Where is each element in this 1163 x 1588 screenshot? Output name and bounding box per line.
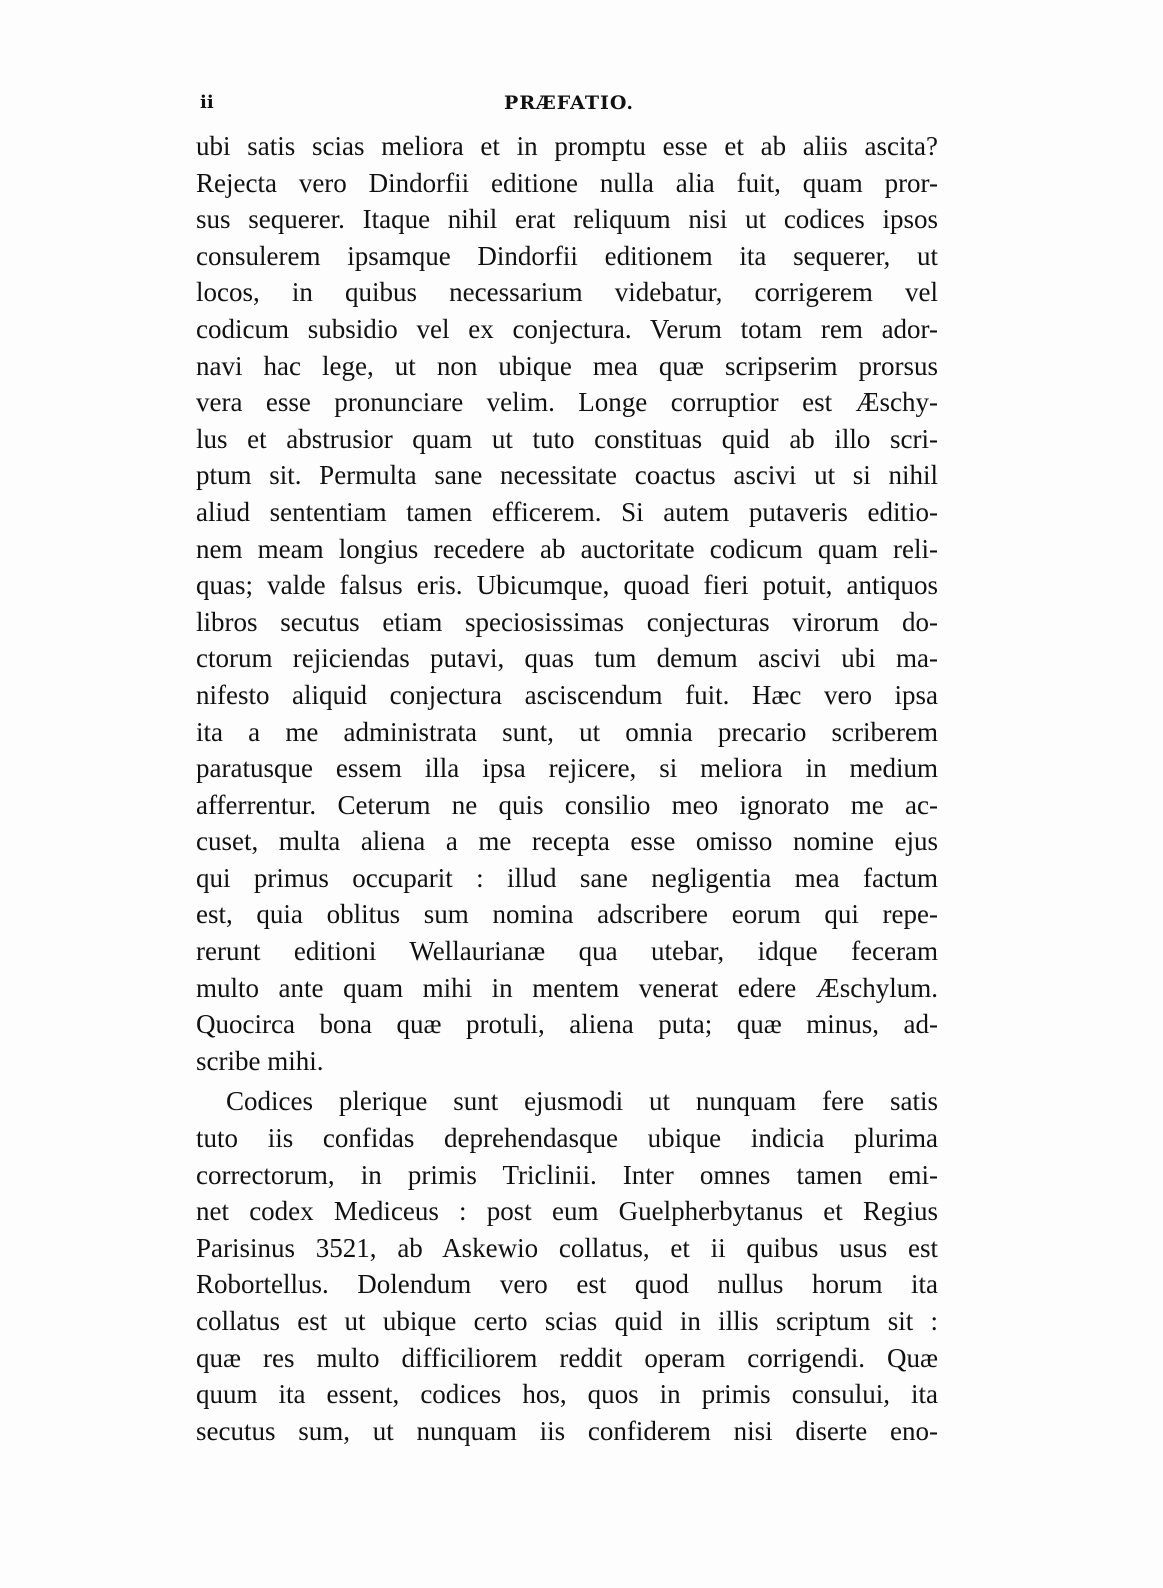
text-line: libros secutus etiam speciosissimas conjecturas virorum do- — [196, 606, 938, 637]
text-line: collatus est ut ubique certo scias quid in illis scriptum sit : — [196, 1306, 938, 1336]
text-line: quæ res multo difficiliorem reddit operam corrigendi. Quæ — [196, 1342, 938, 1373]
text-line: consulerem ipsamque Dindorfii editionem ita sequerer, ut — [196, 240, 938, 271]
text-line: Quocirca bona quæ protuli, aliena puta; quæ minus, ad- — [196, 1009, 938, 1040]
text-line: afferrentur. Ceterum ne quis consilio meo ignorato me ac- — [196, 789, 938, 820]
paragraph-2 — [196, 1083, 938, 1449]
text-line: nifesto aliquid conjectura asciscendum fuit. Hæc vero ipsa — [196, 679, 938, 710]
text-line: codicum subsidio vel ex conjectura. Verum totam rem ador- — [196, 313, 938, 344]
text-line: cuset, multa aliena a me recepta esse omisso nomine ejus — [196, 826, 938, 857]
text-line: secutus sum, ut nunquam iis confiderem nisi diserte eno- — [196, 1415, 938, 1446]
page-number: ii — [200, 92, 214, 113]
text-line: navi hac lege, ut non ubique mea quæ scripserim prorsus — [196, 350, 938, 381]
text-line: sus sequerer. Itaque nihil erat reliquum nisi ut codices ipsos — [196, 204, 938, 235]
text-line: lus et abstrusior quam ut tuto constituas quid ab illo scri- — [196, 423, 938, 454]
text-line: rerunt editioni Wellaurianæ qua utebar, idque feceram — [196, 936, 938, 967]
text-line: correctorum, in primis Triclinii. Inter omnes tamen emi- — [196, 1159, 938, 1190]
text-line: locos, in quibus necessarium videbatur, corrigerem vel — [196, 277, 938, 308]
text-line: Codices plerique sunt ejusmodi ut nunquam fere satis — [226, 1086, 938, 1117]
body-text — [196, 128, 938, 1449]
text-line: ubi satis scias meliora et in promptu esse et ab aliis ascita? — [196, 131, 938, 161]
text-line: aliud sententiam tamen efficerem. Si autem putaveris editio- — [196, 496, 938, 527]
text-line: scribe mihi. — [196, 1045, 324, 1076]
text-line: Rejecta vero Dindorfii editione nulla alia fuit, quam pror- — [196, 167, 938, 198]
running-title: PRÆFATIO. — [504, 92, 634, 114]
text-line: ctorum rejiciendas putavi, quas tum demum ascivi ubi ma- — [196, 643, 938, 674]
text-line: Parisinus 3521, ab Askewio collatus, et ii quibus usus est — [196, 1232, 938, 1263]
paragraph-1 — [196, 128, 938, 1079]
text-line: paratusque essem illa ipsa rejicere, si meliora in medium — [196, 753, 938, 784]
text-line: ptum sit. Permulta sane necessitate coactus ascivi ut si nihil — [196, 460, 938, 491]
text-line: ita a me administrata sunt, ut omnia precario scriberem — [196, 716, 938, 747]
text-line: qui primus occuparit : illud sane negligentia mea factum — [196, 862, 938, 893]
page-header — [200, 92, 938, 122]
text-line: quas; valde falsus eris. Ubicumque, quoad fieri potuit, antiquos — [196, 570, 938, 601]
text-line: nem meam longius recedere ab auctoritate codicum quam reli- — [196, 533, 938, 564]
text-line: quum ita essent, codices hos, quos in primis consului, ita — [196, 1379, 938, 1410]
text-line: Robortellus. Dolendum vero est quod nullus horum ita — [196, 1269, 938, 1300]
text-line: est, quia oblitus sum nomina adscribere eorum qui repe- — [196, 899, 938, 930]
text-line: vera esse pronunciare velim. Longe corruptior est Æschy- — [196, 387, 938, 418]
text-line: net codex Mediceus : post eum Guelpherbytanus et Regius — [196, 1196, 938, 1227]
text-line: multo ante quam mihi in mentem venerat edere Æschylum. — [196, 972, 938, 1003]
text-line: tuto iis confidas deprehendasque ubique indicia plurima — [196, 1123, 938, 1154]
